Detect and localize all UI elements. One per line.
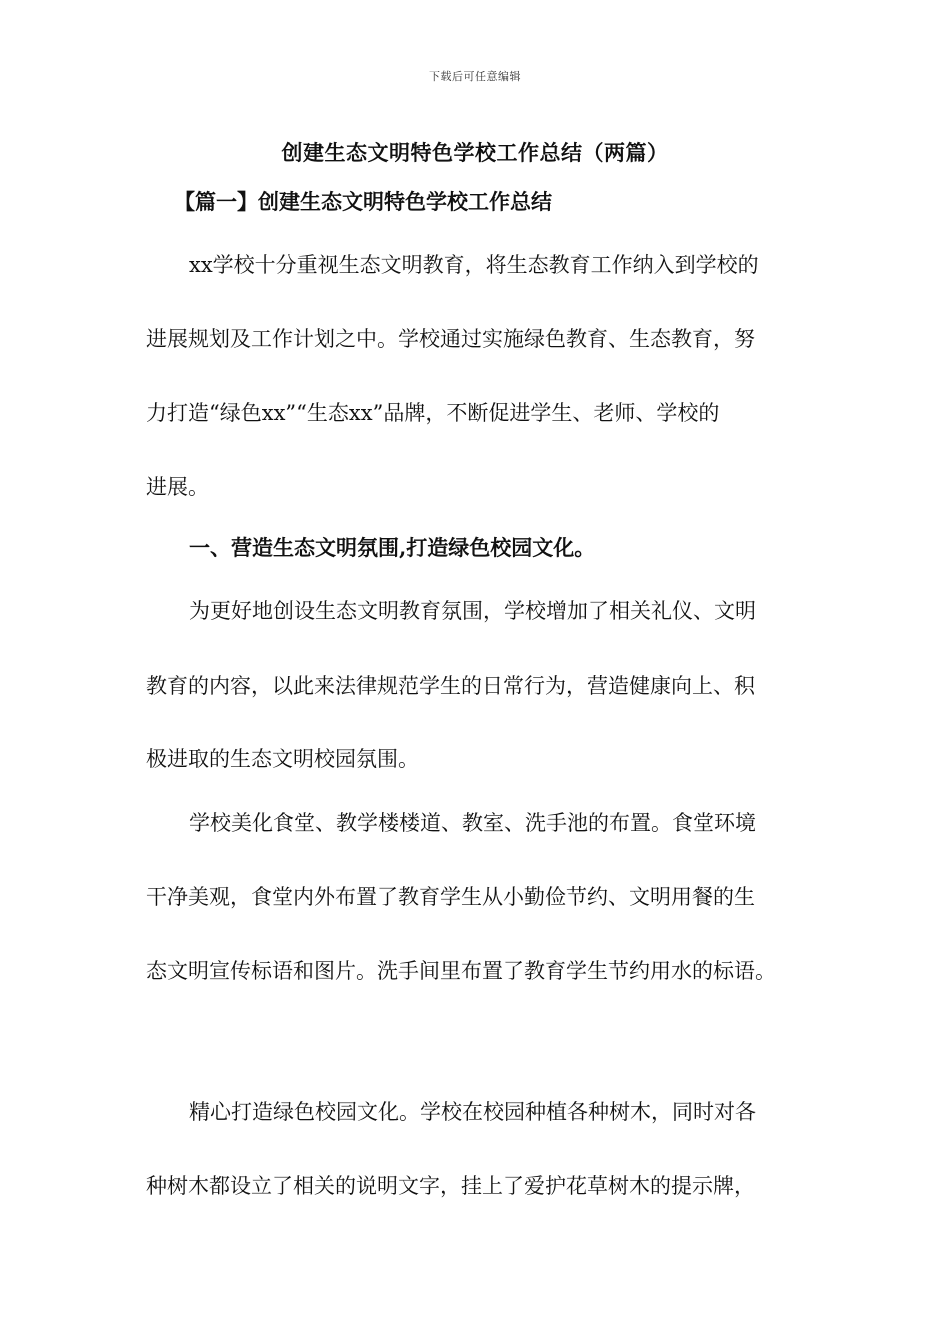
paragraph-line: 进展规划及工作计划之中。学校通过实施绿色教育、生态教育，努 xyxy=(146,327,755,351)
section-title: 【篇一】创建生态文明特色学校工作总结 xyxy=(174,189,552,214)
paragraph-line: xx学校十分重视生态文明教育，将生态教育工作纳入到学校的 xyxy=(189,253,759,277)
header-note: 下载后可任意编辑 xyxy=(429,70,521,83)
paragraph-line: 为更好地创设生态文明教育氛围，学校增加了相关礼仪、文明 xyxy=(189,599,756,623)
paragraph-line: 学校美化食堂、教学楼楼道、教室、洗手池的布置。食堂环境 xyxy=(189,811,756,835)
paragraph-line: 进展。 xyxy=(146,475,209,499)
paragraph-line: 力打造“绿色xx”“生态xx”品牌，不断促进学生、老师、学校的 xyxy=(146,401,720,425)
paragraph-line: 极进取的生态文明校园氛围。 xyxy=(146,747,419,771)
subheading: 一、营造生态文明氛围,打造绿色校园文化。 xyxy=(189,535,596,560)
paragraph-line: 精心打造绿色校园文化。学校在校园种植各种树木，同时对各 xyxy=(189,1100,756,1124)
document-title: 创建生态文明特色学校工作总结（两篇） xyxy=(281,140,669,165)
paragraph-line: 干净美观，食堂内外布置了教育学生从小勤俭节约、文明用餐的生 xyxy=(146,885,755,909)
paragraph-line: 种树木都设立了相关的说明文字，挂上了爱护花草树木的提示牌， xyxy=(146,1174,755,1198)
paragraph-line: 态文明宣传标语和图片。洗手间里布置了教育学生节约用水的标语。 xyxy=(146,959,776,983)
paragraph-line: 教育的内容，以此来法律规范学生的日常行为，营造健康向上、积 xyxy=(146,674,755,698)
